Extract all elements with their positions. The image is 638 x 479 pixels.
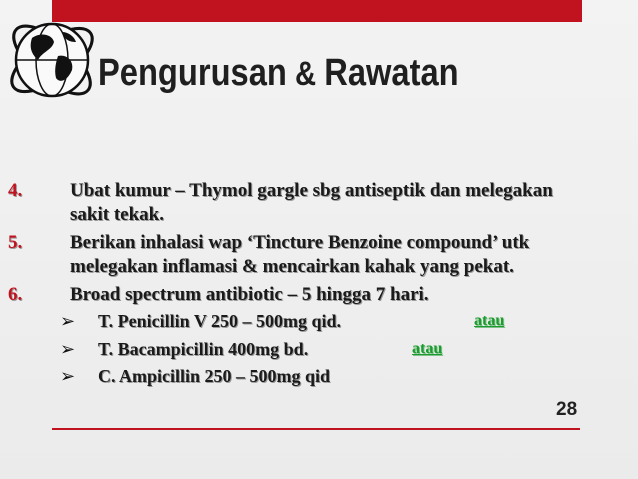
item-number: 6. bbox=[8, 284, 23, 305]
title-end: Rawatan bbox=[324, 52, 459, 94]
list-item-line: sakit tekak. bbox=[70, 204, 164, 225]
list-item-line: Berikan inhalasi wap ‘Tincture Benzoine compound’ utk bbox=[70, 232, 530, 253]
list-item-line: melegakan inflamasi & mencairkan kahak yang pekat. bbox=[70, 256, 514, 277]
sub-item-note: atau bbox=[412, 340, 443, 357]
list-item-line: Ubat kumur – Thymol gargle sbg antiseptik dan melegakan bbox=[70, 180, 553, 201]
title-main: Pengurusan bbox=[98, 52, 287, 94]
sub-item: T. Bacampicillin 400mg bd. bbox=[98, 339, 309, 359]
arrow-bullet-icon: ➢ bbox=[60, 339, 76, 359]
list-item-line: Broad spectrum antibiotic – 5 hingga 7 hari. bbox=[70, 284, 429, 305]
item-number: 4. bbox=[8, 180, 23, 201]
sub-item: C. Ampicillin 250 – 500mg qid bbox=[98, 366, 331, 386]
arrow-bullet-icon: ➢ bbox=[60, 311, 76, 331]
bottom-divider bbox=[52, 428, 580, 430]
title-ampersand: & bbox=[286, 55, 325, 93]
page-number: 28 bbox=[556, 399, 578, 420]
item-number: 5. bbox=[8, 232, 23, 253]
sub-item: T. Penicillin V 250 – 500mg qid. bbox=[98, 311, 342, 331]
arrow-bullet-icon: ➢ bbox=[60, 366, 76, 386]
sub-item-note: atau bbox=[474, 312, 505, 329]
